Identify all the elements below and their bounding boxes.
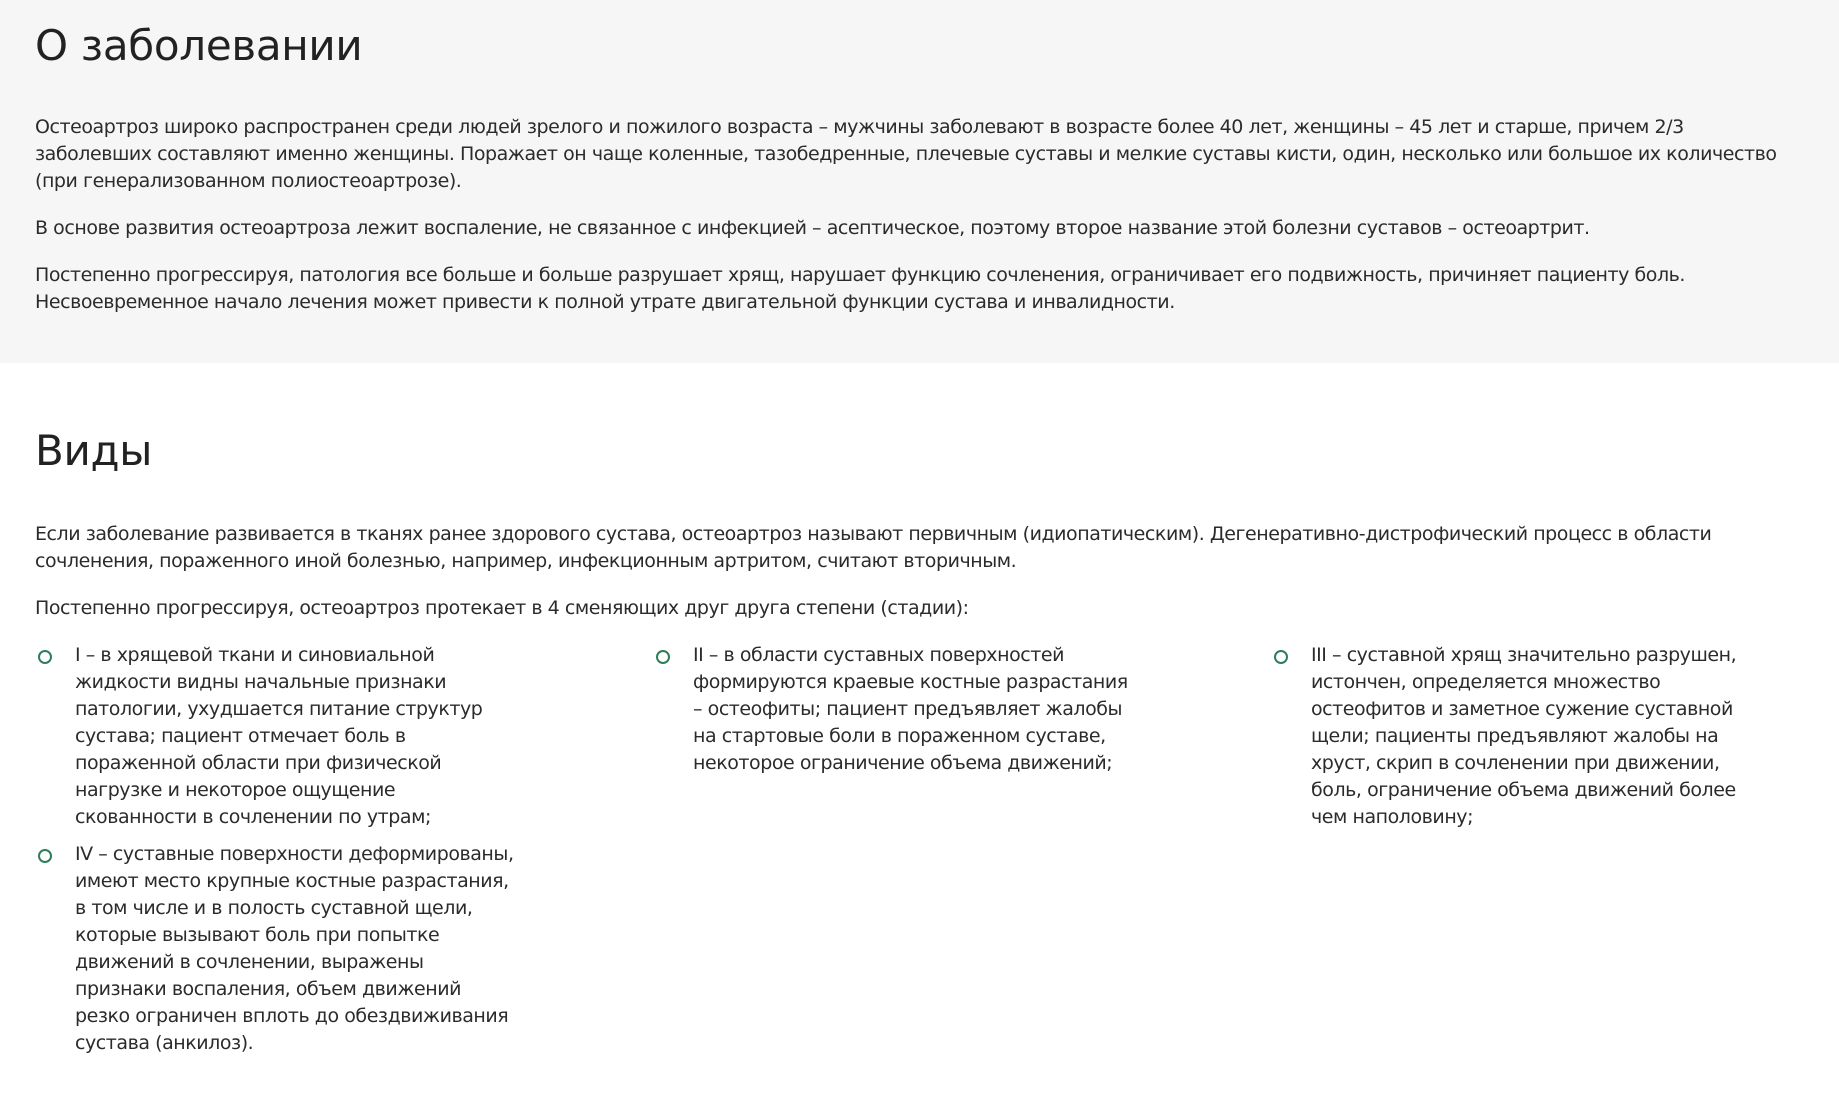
about-paragraph-3: Постепенно прогрессируя, патология все больше и больше разрушает хрящ, нарушает функцию сочленения, ограничивает его подвижность, причиняет пациенту боль. Несвоевременное начало лечения может привести к полной утрате двигательной функции сустава и инвалидности.	[35, 264, 1685, 313]
stage-text-4: IV – суставные поверхности деформированы, имеют место крупные костные разрастания, в том числе и в полость суставной щели, которые вызывают боль при попытке движений в сочленении, выражены признаки воспаления, объем движений резко ограничен вплоть до обездвиживания сустава (анкилоз).	[75, 843, 514, 1054]
about-section	[0, 0, 1839, 363]
stages-list	[35, 642, 1804, 1057]
about-paragraph-1: Остеоартроз широко распространен среди людей зрелого и пожилого возраста – мужчины заболевают в возрасте более 40 лет, женщины – 45 лет и старше, причем 2/3 заболевших составляют именно женщины. Поражает он чаще коленные, тазобедренные, плечевые суставы и мелкие суставы кисти, один, несколько или большое их количество (при генерализованном полиостеоартрозе).	[35, 116, 1777, 192]
stage-text-1: I – в хрящевой ткани и синовиальной жидкости видны начальные признаки патологии, ухудшается питание структур сустава; пациент отмечает боль в пораженной области при физической нагрузке и некоторое ощущение скованности в сочленении по утрам;	[75, 644, 483, 828]
circle-bullet-icon	[1274, 650, 1288, 664]
types-section	[0, 363, 1839, 1057]
types-paragraph-1: Если заболевание развивается в тканях ранее здорового сустава, остеоартроз называют первичным (идиопатическим). Дегенеративно-дистрофический процесс в области сочленения, пораженного иной болезнью, например, инфекционным артритом, считают вторичным.	[35, 523, 1712, 572]
stage-item-4	[35, 841, 515, 1057]
stage-text-3: III – суставной хрящ значительно разрушен, истончен, определяется множество остеофитов и заметное сужение суставной щели; пациенты предъявляют жалобы на хруст, скрип в сочленении при движении, боль, ограничение объема движений более чем наполовину;	[1311, 644, 1737, 828]
types-title: Виды	[35, 426, 153, 475]
types-paragraph-2: Постепенно прогрессируя, остеоартроз протекает в 4 сменяющих друг друга степени (стадии):	[35, 597, 969, 619]
stage-item-1	[35, 642, 515, 831]
about-paragraph-2: В основе развития остеоартроза лежит воспаление, не связанное с инфекцией – асептическое, поэтому второе название этой болезни суставов – остеоартрит.	[35, 217, 1590, 239]
about-title: О заболевании	[35, 21, 363, 70]
stage-text-2: II – в области суставных поверхностей формируются краевые костные разрастания – остеофиты; пациент предъявляет жалобы на стартовые боли в пораженном суставе, некоторое ограничение объема движений;	[693, 644, 1128, 774]
circle-bullet-icon	[38, 650, 52, 664]
circle-bullet-icon	[656, 650, 670, 664]
stage-item-3	[1271, 642, 1751, 831]
circle-bullet-icon	[38, 849, 52, 863]
stage-item-2	[653, 642, 1133, 831]
